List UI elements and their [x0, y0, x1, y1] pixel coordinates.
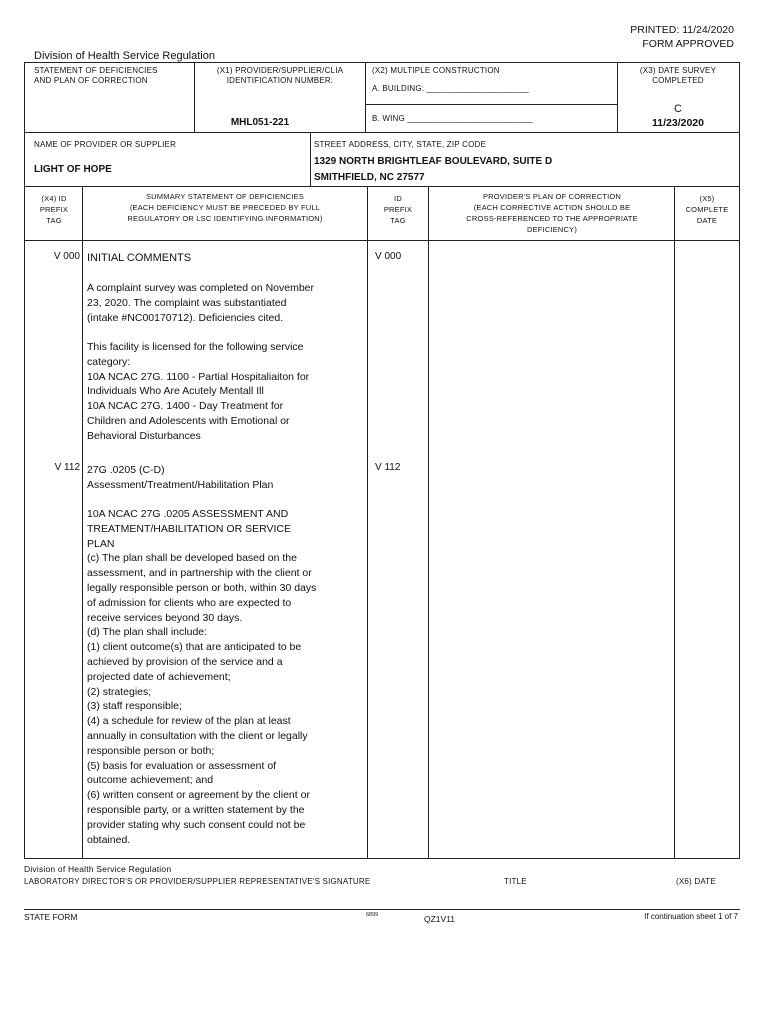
- wing-field: B. WING ___________________________: [372, 114, 533, 123]
- col-id-prefix-header: ID PREFIX TAG: [383, 194, 413, 225]
- printed-date: PRINTED: 11/24/2020: [630, 24, 734, 36]
- entry-id-tag: V 000: [375, 251, 402, 262]
- form-number: 6899: [366, 912, 379, 918]
- division-title: Division of Health Service Regulation: [34, 50, 215, 62]
- entry-paragraph: A complaint survey was completed on November 23, 2020. The complaint was substantiated (intake #NC00170712). Deficiencies cited.: [87, 282, 315, 324]
- col-plan-header: PROVIDER'S PLAN OF CORRECTION (EACH CORRECTIVE ACTION SHOULD BE CROSS-REFERENCED TO THE APPROPRIATE DEFICIENCY): [466, 192, 638, 234]
- entry-tag: V 112: [54, 462, 80, 473]
- col-x5-header: (X5) COMPLETE DATE: [685, 194, 729, 225]
- entry-id-tag: V 112: [375, 462, 401, 473]
- address-label: STREET ADDRESS, CITY, STATE, ZIP CODE: [314, 140, 487, 149]
- col-summary-header: SUMMARY STATEMENT OF DEFICIENCIES (EACH DEFICIENCY MUST BE PRECEDED BY FULL REGULATORY OR LSC IDENTIFYING INFORMATION): [127, 192, 323, 223]
- building-field: A. BUILDING: ______________________: [372, 84, 529, 93]
- address-line2: SMITHFIELD, NC 27577: [314, 172, 425, 183]
- survey-date: 11/23/2020: [652, 117, 704, 129]
- x6-date-label: (X6) DATE: [676, 877, 716, 886]
- entry-title: 27G .0205 (C-D) Assessment/Treatment/Habilitation Plan: [87, 464, 274, 491]
- state-form: STATE FORM: [24, 912, 78, 922]
- entry-paragraph: 10A NCAC 27G .0205 ASSESSMENT AND TREATMENT/HABILITATION OR SERVICE PLAN (c) The plan shall be developed based on the assessment, and in partnership with the client or legally responsible person or both, within 30 days of admission for clients who are expected to receive services beyond 30 days. (d) The plan shall include: (1) client outcome(s) that are anticipated to be achieved by provision of the service and a projected date of achievement; (2) strategies; (3) staff responsible; (4) a schedule for review of the plan at least annually in consultation with the client or legally responsible person or both; (5) basis for evaluation or assessment of outcome achievement; and (6) written consent or agreement by the client or responsible party, or a written statement by the provider stating why such consent could not be obtained.: [87, 508, 317, 846]
- provider-id: MHL051-221: [230, 117, 290, 128]
- continuation-sheet: If continuation sheet 1 of 7: [644, 912, 738, 921]
- x2-label: (X2) MULTIPLE CONSTRUCTION: [372, 66, 500, 75]
- form-approved: FORM APPROVED: [642, 38, 734, 50]
- x3-label: (X3) DATE SURVEY COMPLETED: [639, 66, 717, 85]
- provider-name: LIGHT OF HOPE: [34, 164, 112, 175]
- col-x4-header: (X4) ID PREFIX TAG: [39, 194, 69, 225]
- address-line1: 1329 NORTH BRIGHTLEAF BOULEVARD, SUITE D: [314, 156, 553, 167]
- x1-label: (X1) PROVIDER/SUPPLIER/CLIA IDENTIFICATION NUMBER:: [216, 66, 344, 85]
- entry-paragraph: This facility is licensed for the following service category: 10A NCAC 27G. 1100 - Partial Hospitaliaiton for Individuals Who Are Acutely Mentall Ill 10A NCAC 27G. 1400 - Day Treatment for Children and Adolescents with Emotional or Behavioral Disturbances: [87, 341, 310, 442]
- footer-division: Division of Health Service Regulation: [24, 864, 172, 874]
- entry-title: INITIAL COMMENTS: [87, 252, 192, 264]
- event-code: QZ1V11: [424, 914, 456, 924]
- entry-tag: V 000: [53, 251, 80, 262]
- statement-label: STATEMENT OF DEFICIENCIES AND PLAN OF CORRECTION: [34, 66, 158, 85]
- provider-name-label: NAME OF PROVIDER OR SUPPLIER: [34, 140, 177, 149]
- survey-code: C: [674, 103, 682, 115]
- signature-label: LABORATORY DIRECTOR'S OR PROVIDER/SUPPLIER REPRESENTATIVE'S SIGNATURE: [24, 877, 371, 886]
- title-label: TITLE: [504, 877, 527, 886]
